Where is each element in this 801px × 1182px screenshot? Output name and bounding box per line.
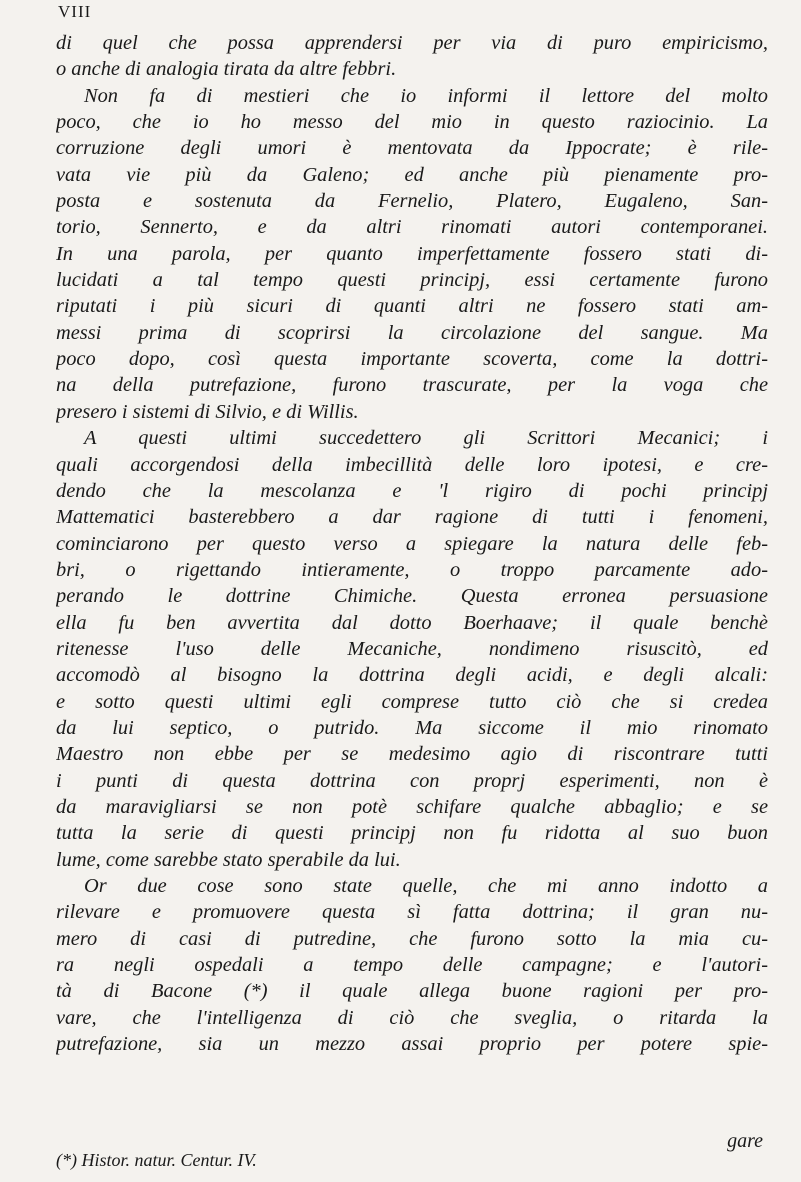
text-line: perando le dottrine Chimiche. Questa erronea persuasione — [56, 585, 768, 608]
page-number: VIII — [58, 2, 92, 21]
text-line: tutta la serie di questi principj non fu ridotta al suo buon — [56, 822, 768, 845]
text-line: e sotto questi ultimi egli comprese tutto ciò che si credea — [56, 690, 768, 713]
text-line: lume, come sarebbe stato sperabile da lui. — [56, 848, 401, 871]
text-line: dendo che la mescolanza e 'l rigiro di pochi principj — [56, 479, 768, 502]
text-line: da lui septico, o putrido. Ma siccome il mio rinomato — [56, 716, 768, 739]
text-line: mero di casi di putredine, che furono sotto la mia cu- — [56, 927, 768, 950]
text-line: cominciarono per questo verso a spiegare la natura delle feb- — [56, 532, 768, 555]
body-text — [56, 30, 768, 1057]
text-line: messi prima di scoprirsi la circolazione del sangue. Ma — [56, 321, 768, 344]
text-line: da maravigliarsi se non potè schifare qualche abbaglio; e se — [56, 795, 768, 818]
text-line: vare, che l'intelligenza di ciò che sveglia, o ritarda la — [56, 1006, 768, 1029]
text-line: corruzione degli umori è mentovata da Ippocrate; è rile- — [56, 137, 768, 160]
text-line: Maestro non ebbe per se medesimo agio di riscontrare tutti — [56, 743, 768, 766]
text-line: posta e sostenuta da Fernelio, Platero, Eugaleno, San- — [56, 190, 768, 213]
text-line: i punti di questa dottrina con proprj esperimenti, non è — [56, 769, 768, 792]
text-line: tà di Bacone (*) il quale allega buone ragioni per pro- — [56, 980, 768, 1003]
text-line: ritenesse l'uso delle Mecaniche, nondimeno risuscitò, ed — [56, 637, 768, 660]
text-line: putrefazione, sia un mezzo assai proprio per potere spie- — [56, 1033, 768, 1056]
text-line: riputati i più sicuri di quanti altri ne fossero stati am- — [56, 295, 768, 318]
text-line: ella fu ben avvertita dal dotto Boerhaave; il quale benchè — [56, 611, 768, 634]
text-line: Non fa di mestieri che io informi il lettore del molto — [84, 84, 768, 107]
footnote: (*) Histor. natur. Centur. IV. — [56, 1150, 257, 1170]
text-line: poco dopo, così questa importante scoverta, come la dottri- — [56, 348, 768, 371]
text-line: accomodò al bisogno la dottrina degli acidi, e degli alcali: — [56, 664, 768, 687]
text-line: bri, o rigettando intieramente, o troppo parcamente ado- — [56, 558, 768, 581]
text-line: A questi ultimi succedettero gli Scrittori Mecanici; i — [84, 427, 768, 450]
text-line: rilevare e promuovere questa sì fatta dottrina; il gran nu- — [56, 901, 768, 924]
catchword: gare — [727, 1130, 763, 1152]
text-line: ra negli ospedali a tempo delle campagne; e l'autori- — [56, 954, 768, 977]
text-line: torio, Sennerto, e da altri rinomati autori contemporanei. — [56, 216, 768, 239]
text-line: Mattematici basterebbero a dar ragione di tutti i fenomeni, — [56, 506, 768, 529]
text-line: lucidati a tal tempo questi principj, essi certamente furono — [56, 269, 768, 292]
text-line: na della putrefazione, furono trascurate, per la voga che — [56, 374, 768, 397]
text-line: In una parola, per quanto imperfettamente fossero stati di- — [56, 242, 768, 265]
text-line: vata vie più da Galeno; ed anche più pienamente pro- — [56, 163, 768, 186]
text-line: poco, che io ho messo del mio in questo raziocinio. La — [56, 111, 768, 134]
text-line: presero i sistemi di Silvio, e di Willis. — [56, 400, 359, 423]
text-line: o anche di analogia tirata da altre febbri. — [56, 58, 397, 81]
text-line: di quel che possa apprendersi per via di puro empiricismo, — [56, 32, 768, 54]
text-line: quali accorgendosi della imbecillità delle loro ipotesi, e cre- — [56, 453, 768, 476]
text-line: Or due cose sono state quelle, che mi anno indotto a — [84, 875, 768, 897]
